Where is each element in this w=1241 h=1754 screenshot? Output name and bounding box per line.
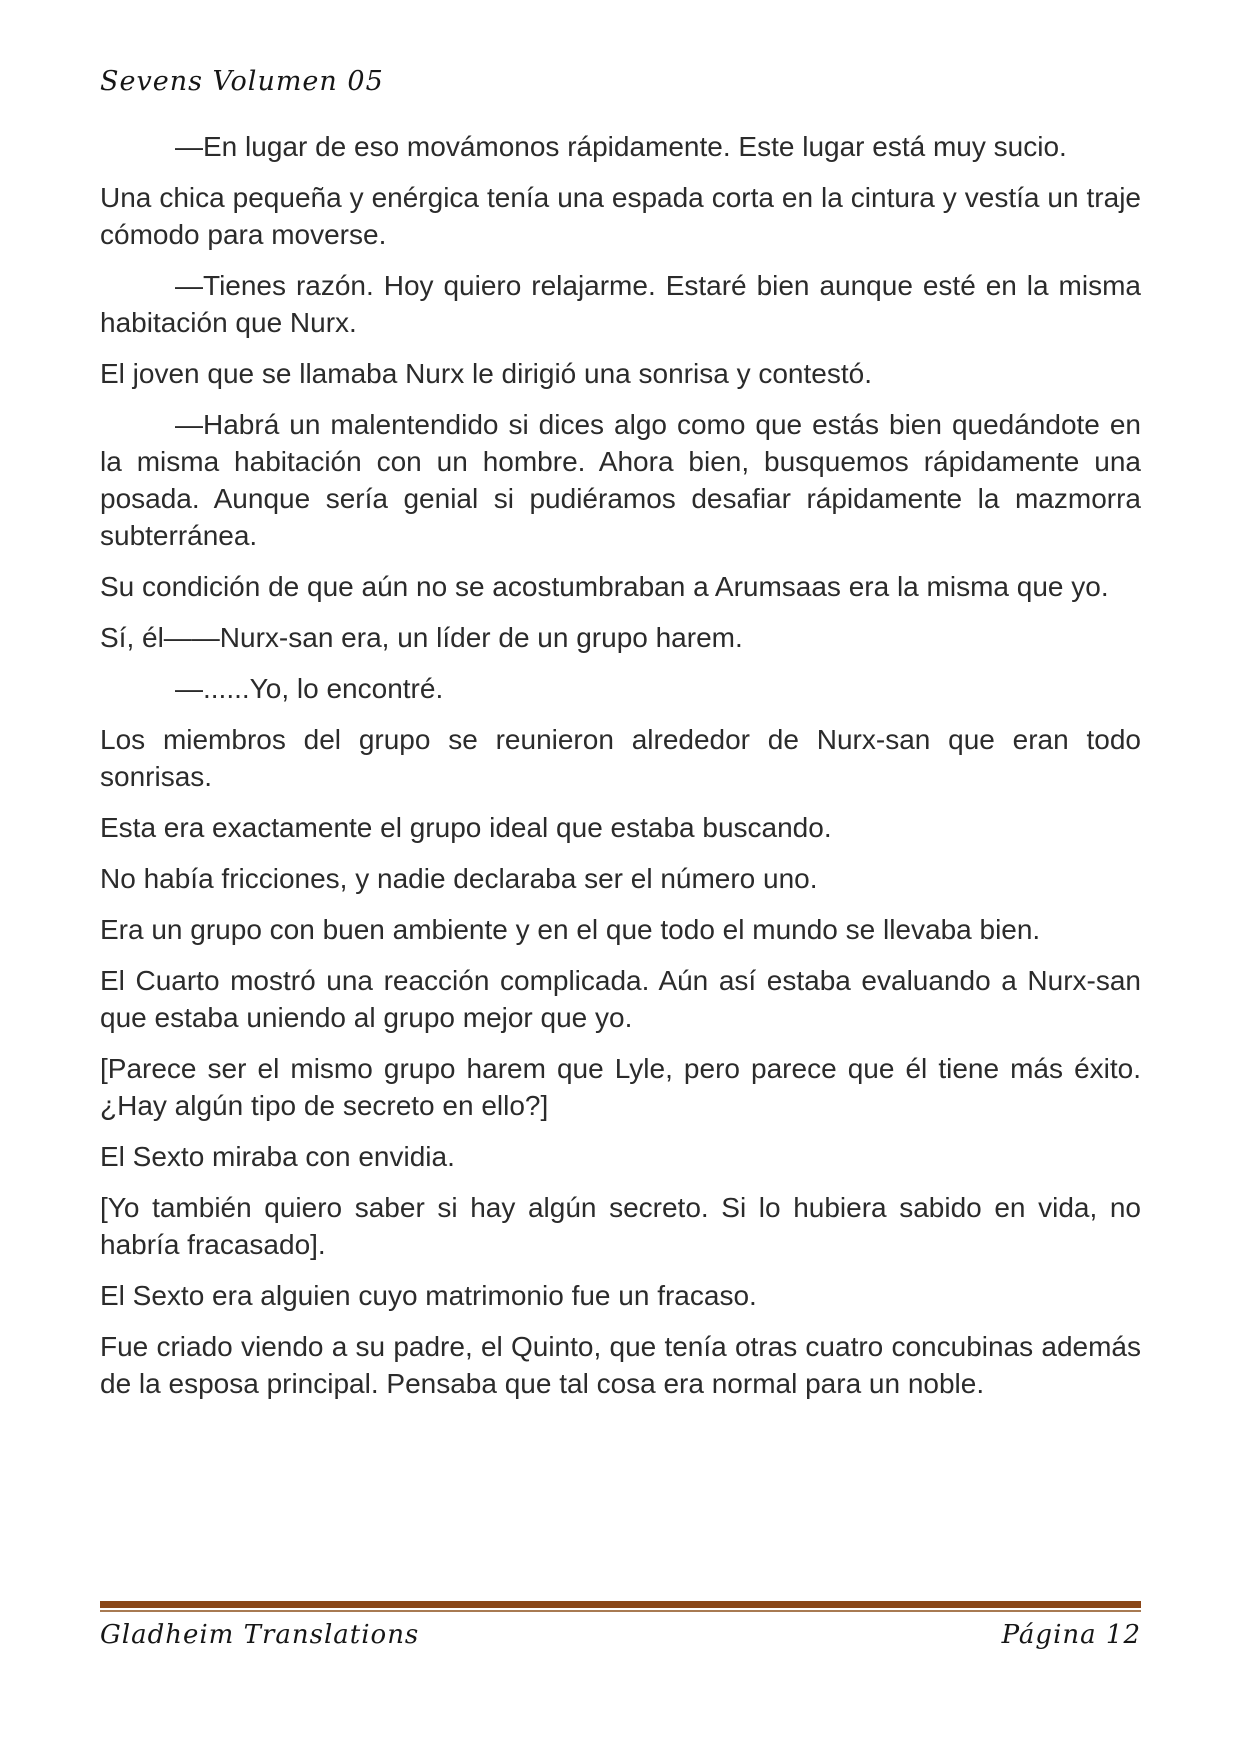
paragraph: El joven que se llamaba Nurx le dirigió una sonrisa y contestó.: [100, 358, 872, 389]
paragraph: El Sexto miraba con envidia.: [100, 1141, 455, 1172]
paragraph: Fue criado viendo a su padre, el Quinto, que tenía otras cuatro concubinas además de la esposa principal. Pensaba que tal cosa era normal para un noble.: [100, 1331, 1141, 1399]
footer-page-number: Página 12: [1001, 1620, 1141, 1650]
paragraph: Su condición de que aún no se acostumbraban a Arumsaas era la misma que yo.: [100, 571, 1109, 602]
document-body: [100, 128, 1141, 1416]
paragraph: [Parece ser el mismo grupo harem que Lyle, pero parece que él tiene más éxito. ¿Hay algún tipo de secreto en ello?]: [100, 1053, 1141, 1121]
paragraph: El Sexto era alguien cuyo matrimonio fue un fracaso.: [100, 1280, 757, 1311]
page-footer: [100, 1620, 1141, 1650]
paragraph: —Tienes razón. Hoy quiero relajarme. Estaré bien aunque esté en la misma habitación que Nurx.: [100, 270, 1141, 338]
paragraph: Era un grupo con buen ambiente y en el que todo el mundo se llevaba bien.: [100, 914, 1041, 945]
paragraph: Los miembros del grupo se reunieron alrededor de Nurx-san que eran todo sonrisas.: [100, 724, 1141, 792]
footer-divider: [100, 1601, 1141, 1612]
paragraph: Una chica pequeña y enérgica tenía una espada corta en la cintura y vestía un traje cómodo para moverse.: [100, 182, 1141, 250]
footer-divider-thick-line: [100, 1601, 1141, 1608]
paragraph: —......Yo, lo encontré.: [175, 673, 444, 704]
footer-translator-credit: Gladheim Translations: [100, 1620, 420, 1650]
paragraph: —En lugar de eso movámonos rápidamente. Este lugar está muy sucio.: [175, 131, 1067, 162]
paragraph: Sí, él——Nurx-san era, un líder de un grupo harem.: [100, 622, 743, 653]
paragraph: No había fricciones, y nadie declaraba ser el número uno.: [100, 863, 818, 894]
paragraph: [Yo también quiero saber si hay algún secreto. Si lo hubiera sabido en vida, no habría fracasado].: [100, 1192, 1141, 1260]
paragraph: Esta era exactamente el grupo ideal que estaba buscando.: [100, 812, 832, 843]
page-header-title: Sevens Volumen 05: [100, 66, 384, 97]
paragraph: El Cuarto mostró una reacción complicada. Aún así estaba evaluando a Nurx-san que estaba uniendo al grupo mejor que yo.: [100, 965, 1141, 1033]
footer-divider-thin-line: [100, 1610, 1141, 1612]
paragraph: —Habrá un malentendido si dices algo como que estás bien quedándote en la misma habitación con un hombre. Ahora bien, busquemos rápidamente una posada. Aunque sería genial si pudiéramos desafiar rápidamente la mazmorra subterránea.: [100, 409, 1141, 551]
